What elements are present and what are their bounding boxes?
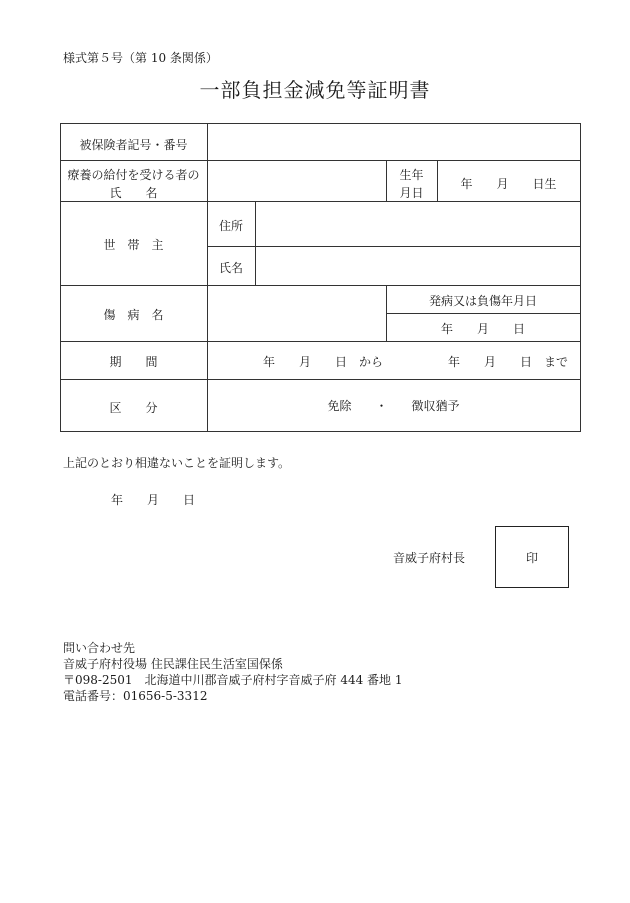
period-to-field[interactable]: 年 月 日 まで [448,355,569,369]
category-options[interactable]: 免除 ・ 徴収猶予 [327,399,460,413]
seal-box [495,526,569,588]
name-label: 氏名 [218,261,243,275]
recipient-label-line1: 療養の給付を受ける者の [67,168,200,182]
insured-number-label: 被保険者記号・番号 [79,138,188,152]
contact-office: 音威子府村役場 住民課住民生活室国保係 [63,657,283,671]
birth-date-field[interactable]: 年 月 日生 [460,177,557,191]
document-title: 一部負担金減免等証明書 [199,78,431,102]
contact-phone: 電話番号：01656-5-3312 [63,689,208,703]
recipient-name-field[interactable] [208,161,386,201]
period-label: 期 間 [109,355,158,369]
mayor-title: 音威子府村長 [393,551,466,565]
certification-date[interactable]: 年 月 日 [111,493,196,507]
birth-label-line1: 生年 [399,168,424,182]
address-label: 住所 [218,219,243,233]
form-number: 様式第５号（第 10 条関係） [63,51,218,65]
category-label: 区 分 [109,401,158,415]
onset-label: 発病又は負傷年月日 [428,294,537,308]
seal-label: 印 [525,551,538,565]
insured-number-field[interactable] [208,124,580,160]
address-field[interactable] [256,202,580,246]
contact-block [63,640,402,704]
period-from-field[interactable]: 年 月 日 から [263,355,384,369]
disease-name-field[interactable] [208,286,386,341]
contact-heading: 問い合わせ先 [63,641,136,655]
recipient-label-line2: 氏 名 [109,186,158,200]
household-head-name-field[interactable] [256,247,580,285]
disease-label: 傷 病 名 [103,308,164,322]
contact-address: 〒098-2501 北海道中川郡音威子府村字音威子府 444 番地 1 [63,673,403,687]
household-head-label: 世 帯 主 [103,238,164,252]
birth-label-line2: 月日 [399,186,424,200]
certification-statement: 上記のとおり相違ないことを証明します。 [63,456,291,470]
onset-date-field[interactable]: 年 月 日 [440,322,525,336]
